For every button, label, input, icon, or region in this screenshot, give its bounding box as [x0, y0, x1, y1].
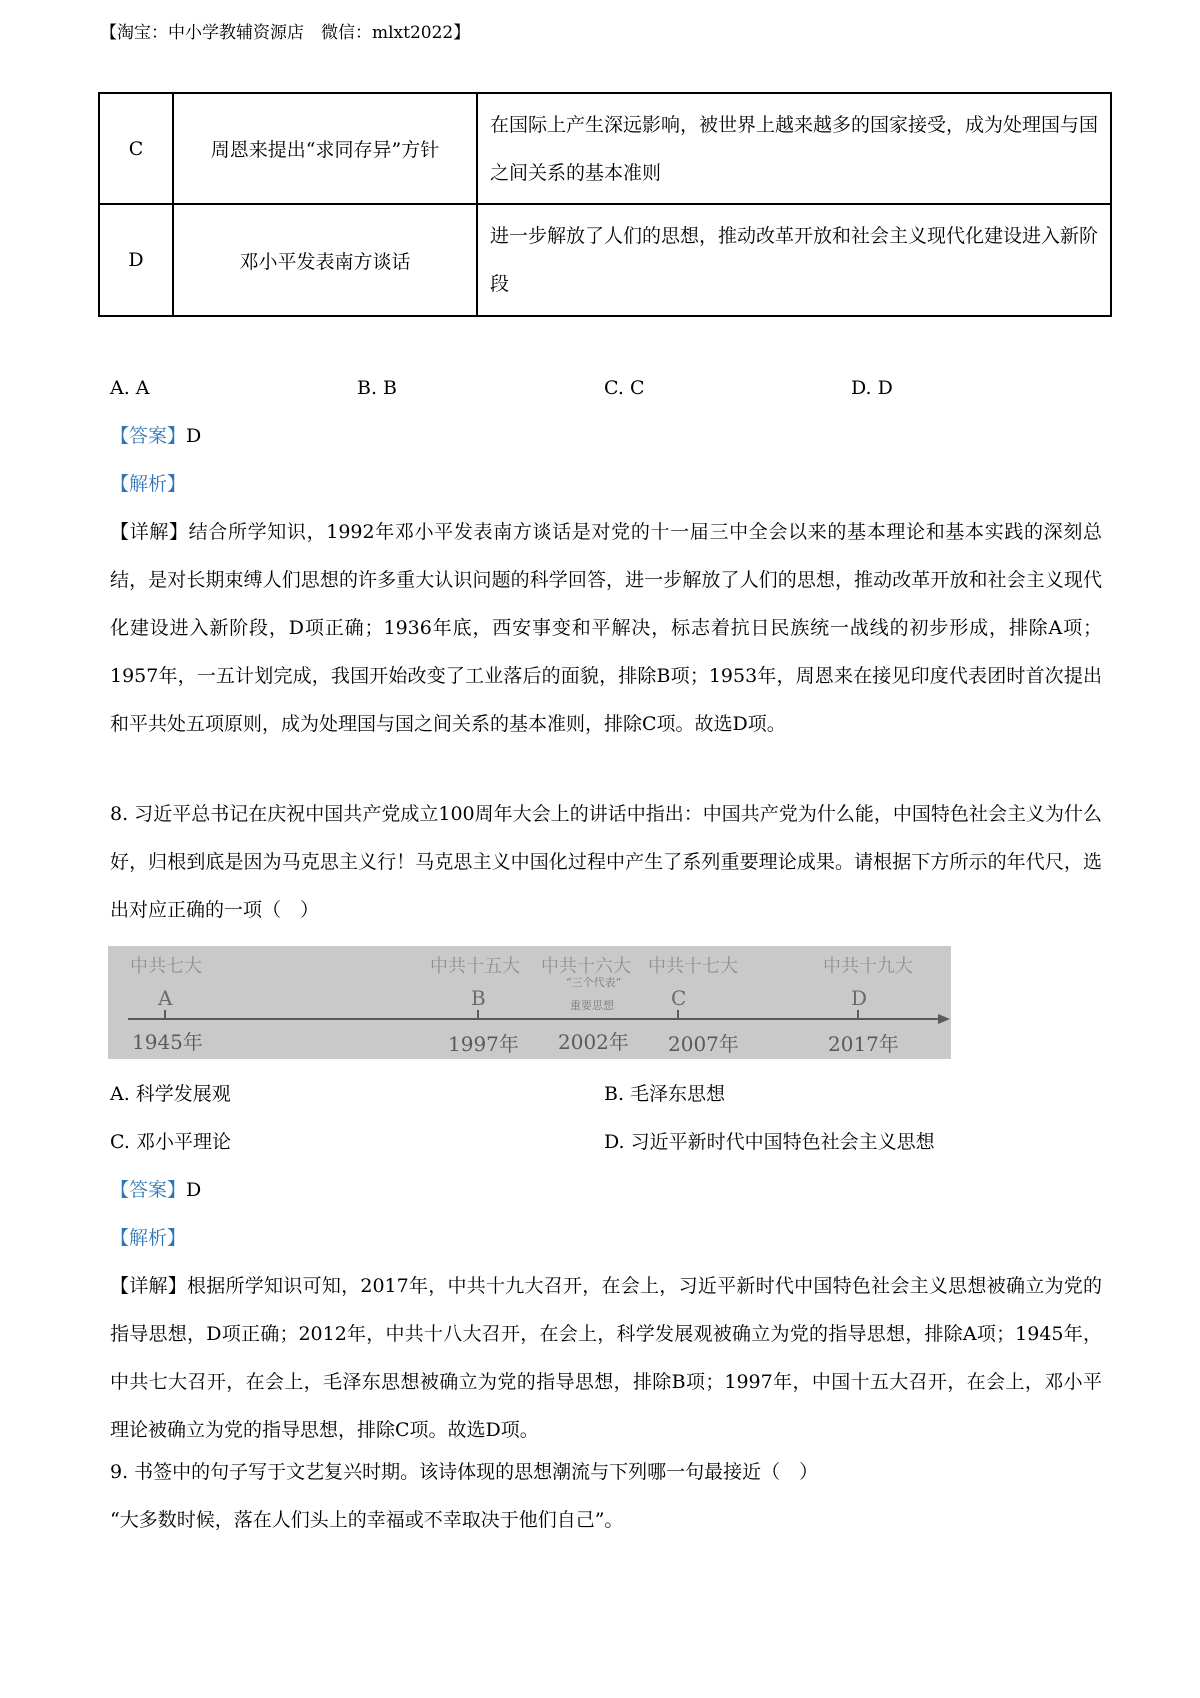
timeline-figure	[108, 946, 951, 1059]
detail-label: 【详解】	[110, 1275, 188, 1297]
answer-label: 【答案】	[110, 425, 187, 447]
congress-label: 中共十五大	[430, 956, 520, 977]
congress-label: 中共七大	[130, 956, 202, 977]
q8-analysis-line	[110, 1214, 1102, 1262]
note-important-thought: 重要思想	[570, 999, 614, 1012]
watermark-text: 【淘宝：中小学教辅资源店 微信：mlxt2022】	[100, 23, 471, 43]
timeline-letter-d: D	[851, 986, 868, 1010]
timeline-year: 1945年	[132, 1030, 203, 1054]
answer-value: D	[186, 1179, 202, 1201]
row-event: 邓小平发表南方谈话	[173, 204, 477, 316]
answer-label: 【答案】	[110, 1179, 187, 1201]
timeline-year: 2002年	[558, 1030, 629, 1054]
options-table	[98, 92, 1112, 317]
row-letter: C	[99, 93, 173, 204]
timeline-letter-b: B	[471, 986, 486, 1010]
axis-arrow	[938, 1014, 950, 1024]
row-effect: 在国际上产生深远影响，被世界上越来越多的国家接受，成为处理国与国之间关系的基本准则	[477, 93, 1111, 204]
q7-analysis-line	[110, 460, 1102, 508]
q7-option-d[interactable]: D. D	[851, 377, 893, 399]
timeline-letter-c: C	[671, 986, 687, 1010]
timeline-year: 1997年	[448, 1032, 519, 1056]
timeline-year: 2017年	[828, 1032, 899, 1056]
row-letter: D	[99, 204, 173, 316]
detail-label: 【详解】	[110, 521, 189, 543]
q8-option-d[interactable]: D. 习近平新时代中国特色社会主义思想	[604, 1131, 935, 1153]
q8-option-b[interactable]: B. 毛泽东思想	[604, 1083, 726, 1105]
row-effect: 进一步解放了人们的思想，推动改革开放和社会主义现代化建设进入新阶段	[477, 204, 1111, 316]
analysis-label: 【解析】	[110, 1227, 187, 1249]
answer-value: D	[186, 425, 202, 447]
q8-option-c[interactable]: C. 邓小平理论	[110, 1131, 231, 1153]
q8-stem: 8. 习近平总书记在庆祝中国共产党成立100周年大会上的讲话中指出：中国共产党为什么能，中国特色社会主义为什么好，归根到底是因为马克思主义行！马克思主义中国化过程中产生了系列重要理论成果。请根据下方所示的年代尺，选出对应正确的一项（ ）	[110, 803, 1102, 921]
row-event: 周恩来提出“求同存异”方针	[173, 93, 477, 204]
q9-stem: 9. 书签中的句子写于文艺复兴时期。该诗体现的思想潮流与下列哪一句最接近（ ）	[110, 1461, 819, 1483]
q8-answer-line	[110, 1166, 1102, 1214]
q9-quote: “大多数时候，落在人们头上的幸福或不幸取决于他们自己”。	[110, 1509, 624, 1531]
note-three-represents: “三个代表”	[566, 976, 622, 989]
q7-answer-line	[110, 412, 1102, 460]
congress-label: 中共十六大	[541, 956, 631, 977]
table-row	[99, 204, 1111, 316]
congress-label: 中共十七大	[648, 956, 738, 977]
q7-option-a[interactable]: A. A	[110, 377, 150, 399]
timeline-year: 2007年	[668, 1032, 739, 1056]
detail-text: 根据所学知识可知，2017年，中共十九大召开，在会上，习近平新时代中国特色社会主义思想被确立为党的指导思想，D项正确；2012年，中共十八大召开，在会上，科学发展观被确立为党的指导思想，排除A项；1945年，中共七大召开，在会上，毛泽东思想被确立为党的指导思想，排除B项；1997年，中国十五大召开，在会上，邓小平理论被确立为党的指导思想，排除C项。故选D项。	[110, 1275, 1102, 1441]
q8-detail-paragraph	[110, 1262, 1102, 1454]
q7-detail-paragraph	[110, 508, 1102, 748]
congress-label: 中共十九大	[823, 956, 913, 977]
q7-option-c[interactable]: C. C	[604, 377, 645, 399]
table-row	[99, 93, 1111, 204]
q8-option-a[interactable]: A. 科学发展观	[110, 1083, 231, 1105]
timeline-letter-a: A	[158, 986, 173, 1010]
q7-option-b[interactable]: B. B	[357, 377, 398, 399]
analysis-label: 【解析】	[110, 473, 187, 495]
detail-text: 结合所学知识，1992年邓小平发表南方谈话是对党的十一届三中全会以来的基本理论和基本实践的深刻总结，是对长期束缚人们思想的许多重大认识问题的科学回答，进一步解放了人们的思想，推动改革开放和社会主义现代化建设进入新阶段，D项正确；1936年底，西安事变和平解决，标志着抗日民族统一战线的初步形成，排除A项；1957年，一五计划完成，我国开始改变了工业落后的面貌，排除B项；1953年，周恩来在接见印度代表团时首次提出和平共处五项原则，成为处理国与国之间关系的基本准则，排除C项。故选D项。	[110, 521, 1102, 735]
